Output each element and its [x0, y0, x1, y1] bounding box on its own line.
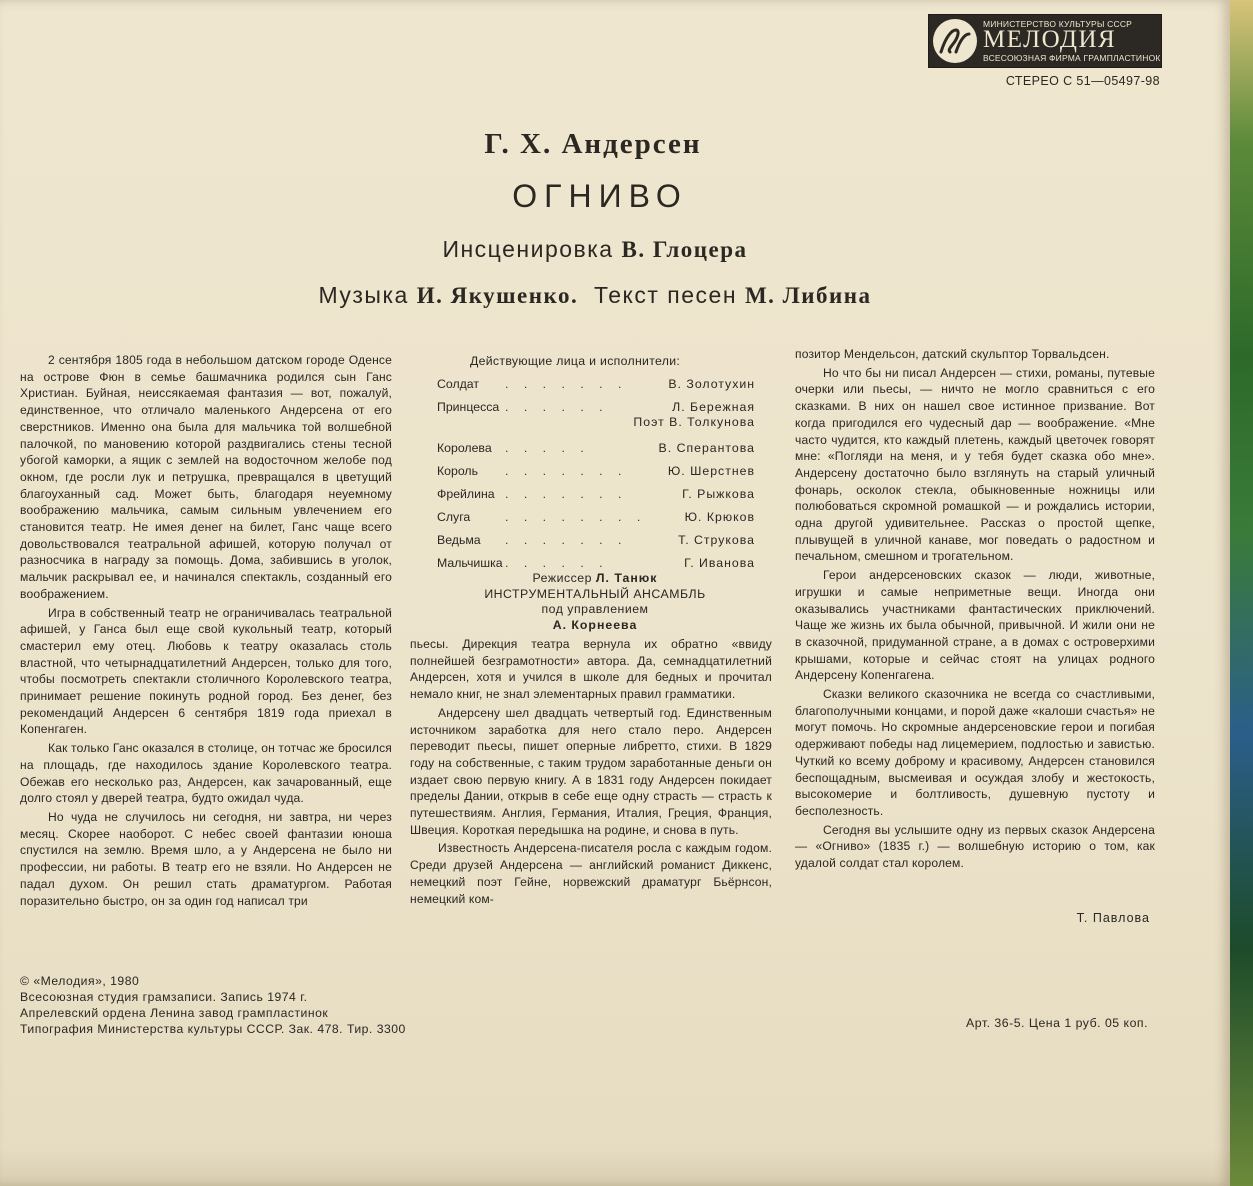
cast-row [437, 547, 755, 570]
cast-role: Солдат [437, 377, 480, 391]
cast-actor: Л. Бережная [672, 400, 755, 414]
catalog-number: СТЕРЕО С 51—05497-98 [1005, 74, 1160, 88]
cast-row [437, 524, 755, 547]
cast-role: Принцесса [437, 400, 500, 414]
cast-poet: Поэт В. Толкунова [633, 415, 755, 429]
cast-dots: . . . . . . . [505, 533, 628, 547]
paragraph: Андерсену шел двадцать четвертый год. Единственным источником заработка для него стало перо. Андерсен переводит пьесы, пишет оперные либретто, стихи. В 1829 году на собственные, с таким трудом заработанные деньги он издает свою первую книгу. А в 1831 году Андерсен покидает пределы Дании, открыв в себе еще одну страсть — страсть к путешествиям. Англия, Германия, Италия, Греция, Франция, Швеция. Короткая передышка на родине, и снова в путь. [410, 705, 772, 837]
cast-list [437, 368, 755, 570]
cast-actor: В. Золотухин [668, 377, 755, 391]
inner-sleeve-edge [1230, 0, 1253, 1186]
imprint-line: © «Мелодия», 1980 [20, 974, 140, 988]
imprint-line: Типография Министерства культуры СССР. Зак. 478. Тир. 3300 [20, 1022, 406, 1036]
work-title: ОГНИВО [512, 178, 688, 214]
cast-row [437, 455, 755, 478]
author-name: Г. Х. Андерсен [484, 128, 702, 160]
director-label: Режиссер [532, 571, 592, 585]
imprint-block [20, 973, 406, 1037]
imprint-line: Апрелевский ордена Ленина завод грампластинок [20, 1006, 329, 1020]
staging-label: Инсценировка [442, 236, 614, 262]
lyrics-name: М. Либина [744, 283, 872, 308]
cast-dots: . . . . . . [505, 400, 609, 414]
cast-dots: . . . . . . . . [505, 510, 647, 524]
logo-brand: МЕЛОДИЯ [983, 26, 1117, 53]
melodiya-logo [928, 14, 1162, 68]
paragraph: Герои андерсеновских сказок — люди, животные, игрушки и самые неприметные вещи. Иногда они оказывались участниками фантастических приключений. Чаще же жизнь их была обычной, привычной. И жили они не в сказочной, придуманной стране, а в домах с островерхими крышами, которые и сейчас стоят на улицах родного Андерсену Копенгагена. [795, 568, 1155, 683]
cast-role: Король [437, 464, 478, 478]
music-label: Музыка [318, 282, 409, 308]
cast-row [437, 478, 755, 501]
cast-role: Слуга [437, 510, 471, 524]
production-staff [440, 571, 750, 633]
cast-row [437, 368, 755, 391]
imprint-line: Всесоюзная студия грамзаписи. Запись 1974 г. [20, 990, 308, 1004]
cast-role: Ведьма [437, 533, 481, 547]
cast-actor: Г. Иванова [684, 556, 755, 570]
conductor-name: А. Корнеева [552, 617, 638, 632]
logo-company: ВСЕСОЮЗНАЯ ФИРМА ГРАМПЛАСТИНОК [983, 53, 1161, 63]
paragraph: Как только Ганс оказался в столице, он тотчас же бросился на площадь, где находилось здание Королевского театра. Обежав его несколько раз, Андерсен, как зачарованный, еще долго стоял у дверей театра, будто ожидал чуда. [20, 741, 392, 806]
cast-dots: . . . . . [505, 441, 590, 455]
paragraph: 2 сентября 1805 года в небольшом датском городе Оденсе на острове Фюн в семье башмачника родился сын Ганс Христиан. Буйная, неиссякаемая фантазия — вот, пожалуй, единственное, что отличало маленького Андерсена от его сверстников. Именно она была для мальчика той волшебной палочкой, по мановению которой раздвигались стены тесной убогой каморки, а ящик с землей на водосточном желобе под окном, где росли лук и петрушка, превращался в цветущий благоуханный сад. Может быть, благодаря неуемному воображению мальчика, самым сильным увлечением его становится театр. Не имея денег на билет, Ганс чаще всего довольствовался театральной афишей, которую получал от разносчика в награду за помощь. Дома, забившись в уголок, мальчик раскрывал ее, и начинался спектакль, созданный его воображением. [20, 353, 392, 601]
ensemble-name: ИНСТРУМЕНТАЛЬНЫЙ АНСАМБЛЬ [484, 586, 706, 601]
staging-name: В. Глоцера [621, 237, 748, 262]
conductor-label: под управлением [541, 602, 649, 616]
director-line [440, 571, 750, 587]
paragraph: Но чуда не случилось ни сегодня, ни завтра, ни через месяц. Скорее наоборот. С небес своей фантазии юноша спустился на землю. Время шло, а у Андерсена не было ни профессии, ни работы. В театр его не взяли. Но Андерсен не падал духом. Он решил стать драматургом. Работая поразительно быстро, он за один год написал три [20, 809, 392, 908]
price-line: Арт. 36-5. Цена 1 руб. 05 коп. [966, 1016, 1148, 1030]
music-lyrics-credit [0, 282, 1190, 309]
cast-role: Королева [437, 441, 492, 455]
text-column-1 [20, 352, 392, 911]
cast-role: Фрейлина [437, 487, 495, 501]
cast-actor: Ю. Крюков [684, 510, 755, 524]
cast-dots: . . . . . . . [505, 377, 628, 391]
sleeve-bottom-edge [0, 1148, 1230, 1186]
paragraph: позитор Мендельсон, датский скульптор Торвальдсен. [795, 347, 1110, 361]
cast-actor: Т. Струкова [678, 533, 755, 547]
paragraph: Сегодня вы услышите одну из первых сказок Андерсена — «Огниво» (1835 г.) — волшебную историю о том, как удалой солдат стал королем. [795, 822, 1155, 871]
text-column-3 [795, 346, 1155, 874]
cast-actor: Г. Рыжкова [682, 487, 755, 501]
cast-heading: Действующие лица и исполнители: [470, 354, 681, 368]
logo-ministry: МИНИСТЕРСТВО КУЛЬТУРЫ СССР [983, 19, 1133, 29]
staging-credit [0, 236, 1190, 263]
cast-actor: В. Сперантова [658, 441, 755, 455]
cast-actor: Ю. Шерстнев [667, 464, 755, 478]
cast-dots: . . . . . . [505, 556, 609, 570]
melodiya-emblem-icon [933, 19, 977, 63]
lyrics-label: Текст песен [594, 282, 738, 308]
paragraph: Но что бы ни писал Андерсен — стихи, романы, путевые очерки или пьесы, — ничто не могло сравниться с его сказками. В них он нашел свое истинное призвание. Вот когда пригодился его чудесный дар — воображение. «Мне часто чудится, кто каждый плетень, каждый цветочек говорят мне: «Погляди на меня, и у тебя будет сказка обо мне». Андерсену достаточно было взглянуть на старый уличный фонарь, осколок стекла, обыкновенные ножницы или полюбоваться скромной ромашкой — и рождались истории, одна другой удивительнее. Рассказ о простой щепке, плывущей в уличной канаве, мог поведать о радостном и печальном, смешном и трогательном. [795, 365, 1155, 564]
paragraph: Известность Андерсена-писателя росла с каждым годом. Среди друзей Андерсена — английский романист Диккенс, немецкий поэт Гейне, норвежский драматург Бьёрнсон, немецкий ком- [410, 841, 772, 906]
cast-row [437, 391, 755, 414]
music-name: И. Якушенко. [416, 283, 579, 308]
cast-role: Мальчишка [437, 556, 503, 570]
paragraph: пьесы. Дирекция театра вернула их обратно «ввиду полнейшей безграмотности» автора. Да, семнадцатилетний Андерсен, хотя и учился в школе для бедных и прочитал немало книг, не знал элементарных правил грамматики. [410, 637, 772, 702]
cast-row [437, 501, 755, 524]
director-name: Л. Танюк [595, 571, 658, 585]
text-column-2 [410, 636, 772, 909]
paragraph: Игра в собственный театр не ограничивалась театральной афишей, у Ганса был еще свой кукольный театр, который смастерил ему отец. Любовь к театру оказалась столь властной, что четырнадцатилетний Андерсен, только для того, чтобы посмотреть спектакли столичного Королевского театра, принимает решение покинуть родной город. Без денег, без рекомендаций Андерсен 6 сентября 1819 года приехал в Копенгаген. [20, 605, 392, 737]
article-signature: Т. Павлова [1076, 911, 1150, 925]
cast-row [437, 432, 755, 455]
paragraph: Сказки великого сказочника не всегда со счастливыми, благополучными концами, и порой даже «калоши счастья» не могут помочь. Но скромные андерсеновские герои и погибая одерживают победы над лицемерием, подлостью и завистью. Чуткий ко всему доброму и красивому, Андерсен становился беспощадным, высмеивая и осуждая злобу и жестокость, высокомерие и болтливость, душевную пустоту и бесполезность. [795, 687, 1155, 818]
cast-dots: . . . . . . . [505, 464, 628, 478]
cast-dots: . . . . . . . [505, 487, 628, 501]
